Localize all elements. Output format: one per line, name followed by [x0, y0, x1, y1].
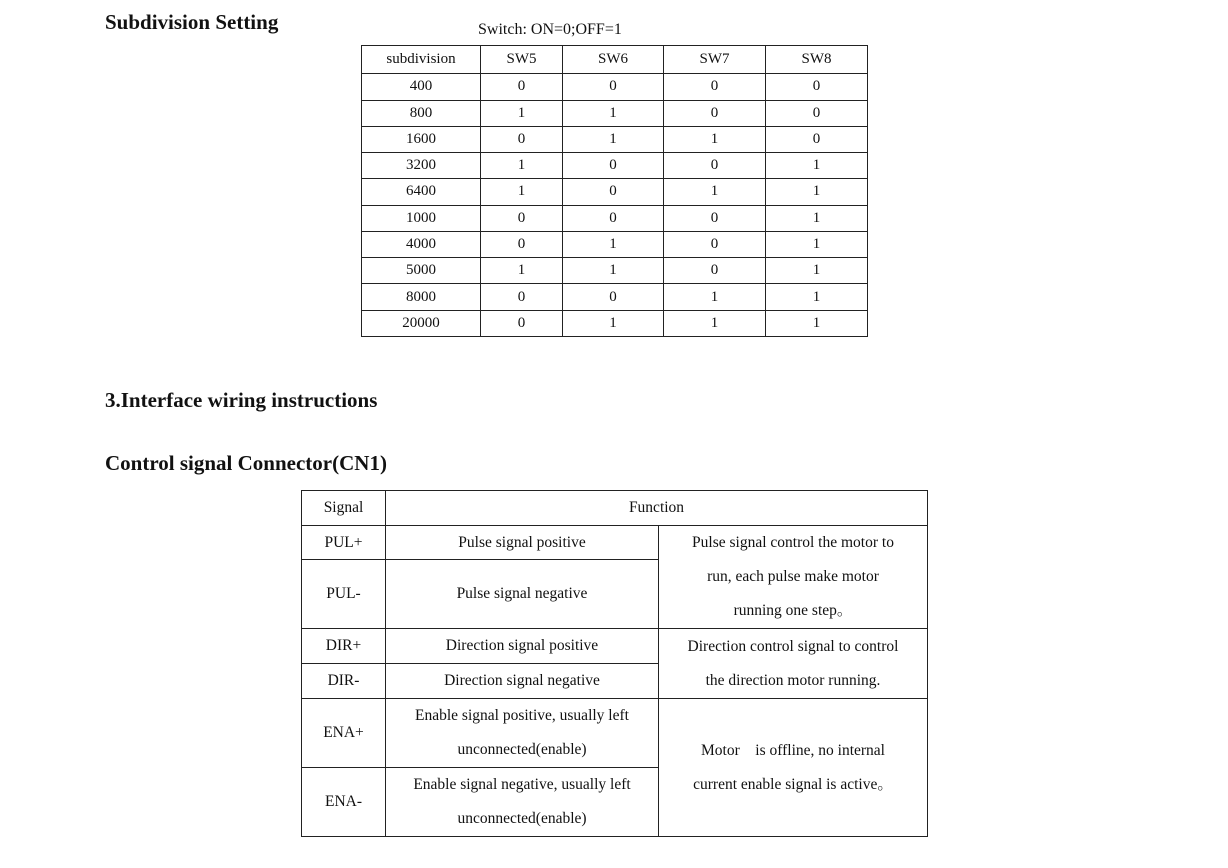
table-row [362, 258, 868, 284]
switch-value: 1 [563, 258, 664, 284]
switch-value: 0 [481, 284, 563, 310]
switch-value: 1 [481, 100, 563, 126]
subdivision-value: 1600 [362, 126, 481, 152]
column-header: SW6 [563, 46, 664, 74]
subdivision-value: 6400 [362, 179, 481, 205]
signal-header: Signal [302, 491, 386, 526]
signal-name [302, 699, 386, 768]
column-header: subdivision [362, 46, 481, 74]
switch-value: 0 [481, 231, 563, 257]
function-header: Function [386, 491, 928, 526]
switch-value: 1 [766, 258, 868, 284]
table-row [362, 284, 868, 310]
switch-value: 0 [481, 310, 563, 336]
description-line: running one step。 [733, 602, 853, 619]
description-line: Motor is offline, no internal [701, 741, 885, 759]
table-row [362, 100, 868, 126]
switch-value: 0 [664, 205, 766, 231]
switch-value: 1 [664, 126, 766, 152]
table-header-row [362, 46, 868, 74]
switch-value: 1 [766, 284, 868, 310]
table-row [362, 205, 868, 231]
switch-value: 0 [481, 126, 563, 152]
switch-note: Switch: ON=0;OFF=1 [478, 21, 622, 38]
signal-description [659, 699, 928, 837]
subdivision-table [361, 45, 868, 337]
table-row [362, 153, 868, 179]
switch-value: 0 [563, 74, 664, 100]
column-header: SW7 [664, 46, 766, 74]
subdivision-value: 3200 [362, 153, 481, 179]
switch-value: 1 [664, 284, 766, 310]
switch-value: 1 [766, 153, 868, 179]
section-heading-connector: Control signal Connector(CN1) [105, 451, 387, 475]
meaning-line: unconnected(enable) [457, 741, 587, 758]
signal-meaning [386, 768, 659, 837]
subdivision-value: 400 [362, 74, 481, 100]
description-line: Pulse signal control the motor to [692, 534, 894, 551]
switch-value: 1 [481, 179, 563, 205]
meaning-line: Enable signal negative, usually left [413, 776, 631, 793]
table-row [362, 74, 868, 100]
signal-name: DIR+ [302, 629, 386, 664]
section-heading-subdivision: Subdivision Setting [105, 10, 279, 34]
table-row [362, 231, 868, 257]
switch-value: 1 [664, 310, 766, 336]
description-line: current enable signal is active。 [693, 775, 893, 793]
switch-value: 0 [766, 74, 868, 100]
table-row [362, 126, 868, 152]
subdivision-value: 4000 [362, 231, 481, 257]
subdivision-value: 5000 [362, 258, 481, 284]
switch-value: 0 [481, 74, 563, 100]
switch-value: 1 [664, 179, 766, 205]
switch-value: 0 [766, 126, 868, 152]
table-row [302, 699, 928, 768]
signal-meaning: Direction signal negative [386, 664, 659, 699]
subdivision-value: 800 [362, 100, 481, 126]
switch-value: 1 [481, 258, 563, 284]
switch-value: 0 [481, 205, 563, 231]
switch-value: 0 [664, 153, 766, 179]
switch-value: 1 [766, 310, 868, 336]
switch-value: 1 [563, 231, 664, 257]
switch-value: 0 [664, 231, 766, 257]
switch-value: 1 [766, 179, 868, 205]
signal-name [302, 768, 386, 837]
signal-name: PUL+ [302, 526, 386, 560]
signal-description [659, 629, 928, 699]
signal-name: DIR- [302, 664, 386, 699]
switch-value: 0 [563, 179, 664, 205]
subdivision-value: 1000 [362, 205, 481, 231]
switch-value: 1 [563, 126, 664, 152]
switch-value: 1 [481, 153, 563, 179]
signal-name: PUL- [302, 560, 386, 629]
table-row [362, 179, 868, 205]
switch-value: 0 [664, 74, 766, 100]
column-header: SW8 [766, 46, 868, 74]
description-line: Direction control signal to control [687, 637, 899, 655]
table-header-row [302, 491, 928, 526]
description-line: run, each pulse make motor [707, 568, 879, 585]
signal-meaning: Pulse signal negative [386, 560, 659, 629]
description-line: the direction motor running. [705, 671, 881, 689]
signal-meaning [386, 699, 659, 768]
subdivision-value: 8000 [362, 284, 481, 310]
signal-name-text: ENA- [324, 793, 363, 810]
cn1-signal-table [301, 490, 928, 837]
switch-value: 0 [664, 258, 766, 284]
switch-value: 1 [766, 205, 868, 231]
signal-description [659, 526, 928, 629]
switch-value: 0 [766, 100, 868, 126]
meaning-line: unconnected(enable) [457, 810, 587, 827]
column-header: SW5 [481, 46, 563, 74]
switch-value: 0 [563, 284, 664, 310]
section-heading-wiring: 3.Interface wiring instructions [105, 388, 378, 412]
meaning-line: Enable signal positive, usually left [415, 707, 629, 724]
signal-name-text: ENA+ [323, 724, 364, 741]
subdivision-value: 20000 [362, 310, 481, 336]
switch-value: 1 [563, 100, 664, 126]
switch-value: 0 [563, 153, 664, 179]
table-row [302, 629, 928, 664]
switch-value: 0 [664, 100, 766, 126]
switch-value: 0 [563, 205, 664, 231]
table-row [362, 310, 868, 336]
switch-value: 1 [766, 231, 868, 257]
signal-meaning: Pulse signal positive [386, 526, 659, 560]
signal-meaning: Direction signal positive [386, 629, 659, 664]
switch-value: 1 [563, 310, 664, 336]
table-row [302, 526, 928, 560]
